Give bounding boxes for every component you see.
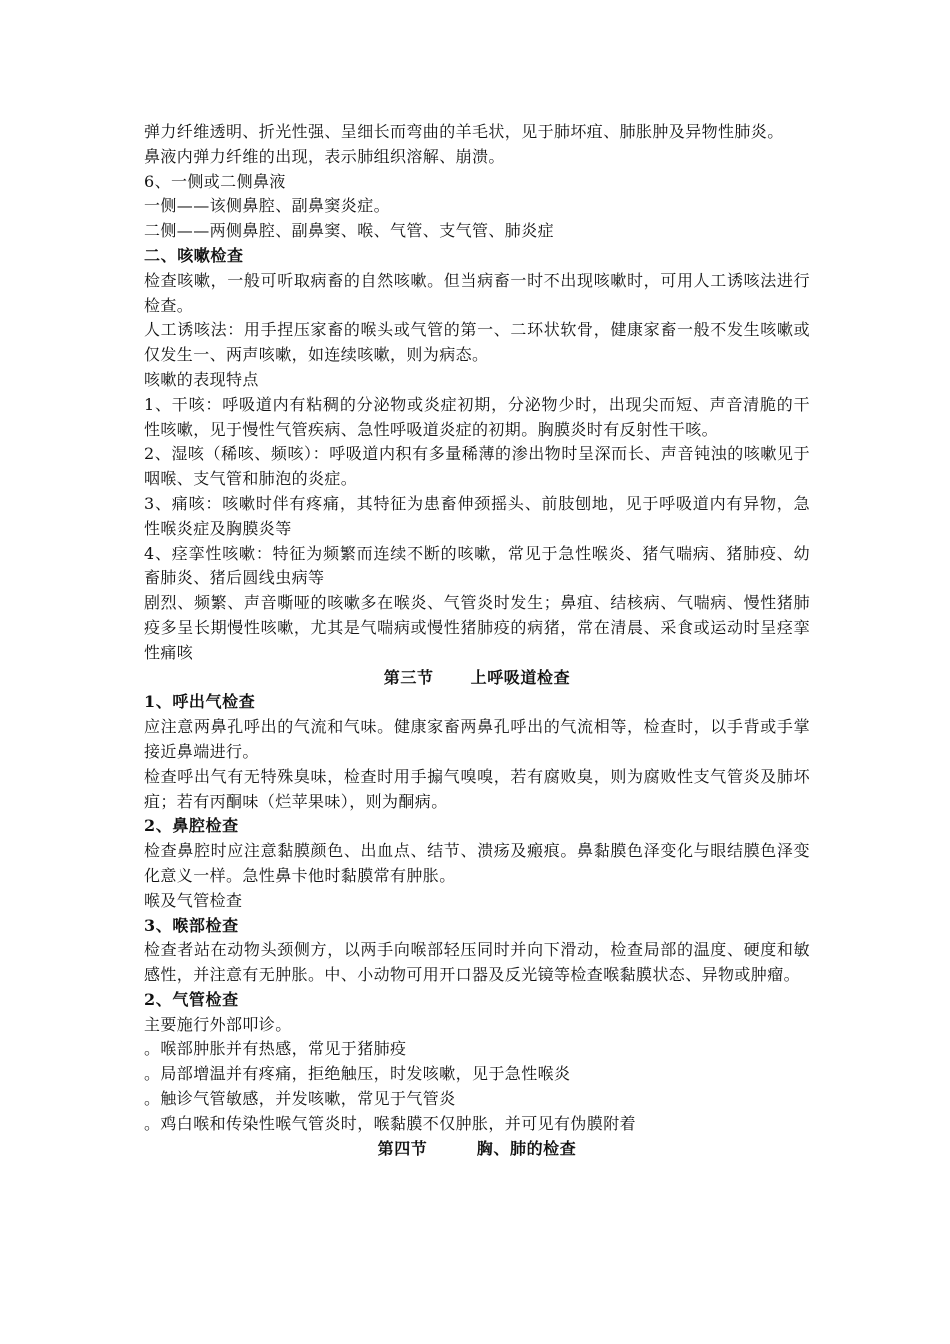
section-title: 第四节 胸、肺的检查 bbox=[377, 1138, 577, 1158]
paragraph: 鼻液内弹力纤维的出现，表示肺组织溶解、崩溃。 bbox=[144, 146, 505, 166]
list-item: 。鸡白喉和传染性喉气管炎时，喉黏膜不仅肿胀，并可见有伪膜附着 bbox=[144, 1113, 637, 1133]
paragraph: 检查咳嗽，一般可听取病畜的自然咳嗽。但当病畜一时不出现咳嗽时，可用人工诱咳法进行检查。 bbox=[144, 270, 810, 315]
paragraph: 检查呼出气有无特殊臭味，检查时用手搧气嗅嗅，若有腐败臭，则为腐败性支气管炎及肺坏疽；若有丙酮味（烂苹果味），则为酮病。 bbox=[144, 766, 810, 811]
subheading: 2、鼻腔检查 bbox=[144, 816, 239, 836]
paragraph: 一侧——该侧鼻腔、副鼻窦炎症。 bbox=[144, 196, 391, 216]
paragraph: 检查者站在动物头颈侧方，以两手向喉部轻压同时并向下滑动，检查局部的温度、硬度和敏感性，并注意有无肿胀。中、小动物可用开口器及反光镜等检查喉黏膜状态、异物或肿瘤。 bbox=[144, 940, 810, 985]
list-item: 。局部增温并有疼痛，拒绝触压，时发咳嗽，见于急性喉炎 bbox=[144, 1064, 571, 1084]
paragraph: 1、干咳：呼吸道内有粘稠的分泌物或炎症初期，分泌物少时，出现尖而短、声音清脆的干性咳嗽，见于慢性气管疾病、急性呼吸道炎症的初期。胸膜炎时有反射性干咳。 bbox=[144, 394, 810, 439]
paragraph: 咳嗽的表现特点 bbox=[144, 369, 259, 389]
paragraph: 喉及气管检查 bbox=[144, 890, 243, 910]
paragraph: 二侧——两侧鼻腔、副鼻窦、喉、气管、支气管、肺炎症 bbox=[144, 221, 555, 241]
subheading: 3、喉部检查 bbox=[144, 915, 239, 935]
subheading: 2、气管检查 bbox=[144, 989, 239, 1009]
list-item: 。喉部肿胀并有热感，常见于猪肺疫 bbox=[144, 1039, 407, 1059]
paragraph: 主要施行外部叩诊。 bbox=[144, 1014, 292, 1034]
paragraph: 2、湿咳（稀咳、频咳）：呼吸道内积有多量稀薄的渗出物时呈深而长、声音钝浊的咳嗽见于咽喉、支气管和肺泡的炎症。 bbox=[144, 444, 810, 489]
paragraph: 4、痉挛性咳嗽：特征为频繁而连续不断的咳嗽，常见于急性喉炎、猪气喘病、猪肺疫、幼畜肺炎、猪后圆线虫病等 bbox=[144, 543, 810, 588]
subheading: 1、呼出气检查 bbox=[144, 692, 256, 712]
subheading: 二、咳嗽检查 bbox=[144, 245, 244, 265]
paragraph: 剧烈、频繁、声音嘶哑的咳嗽多在喉炎、气管炎时发生；鼻疽、结核病、气喘病、慢性猪肺疫多呈长期慢性咳嗽，尤其是气喘病或慢性猪肺疫的病猪，常在清晨、采食或运动时呈痉挛性痛咳 bbox=[144, 593, 810, 662]
list-item: 。触诊气管敏感，并发咳嗽，常见于气管炎 bbox=[144, 1089, 456, 1109]
paragraph: 弹力纤维透明、折光性强、呈细长而弯曲的羊毛状，见于肺坏疽、肺胀肿及异物性肺炎。 bbox=[144, 122, 784, 141]
paragraph: 人工诱咳法：用手捏压家畜的喉头或气管的第一、二环状软骨，健康家畜一般不发生咳嗽或仅发生一、两声咳嗽，如连续咳嗽，则为病态。 bbox=[144, 320, 810, 365]
paragraph: 6、一侧或二侧鼻液 bbox=[144, 171, 286, 191]
section-title: 第三节 上呼吸道检查 bbox=[383, 667, 571, 687]
paragraph: 应注意两鼻孔呼出的气流和气味。健康家畜两鼻孔呼出的气流相等，检查时，以手背或手掌接近鼻端进行。 bbox=[144, 717, 810, 761]
paragraph: 检查鼻腔时应注意黏膜颜色、出血点、结节、溃疡及瘢痕。鼻黏膜色泽变化与眼结膜色泽变化意义一样。急性鼻卡他时黏膜常有肿胀。 bbox=[144, 841, 810, 885]
paragraph: 3、痛咳：咳嗽时伴有疼痛，其特征为患畜伸颈摇头、前肢刨地，见于呼吸道内有异物，急性喉炎症及胸膜炎等 bbox=[144, 493, 810, 538]
